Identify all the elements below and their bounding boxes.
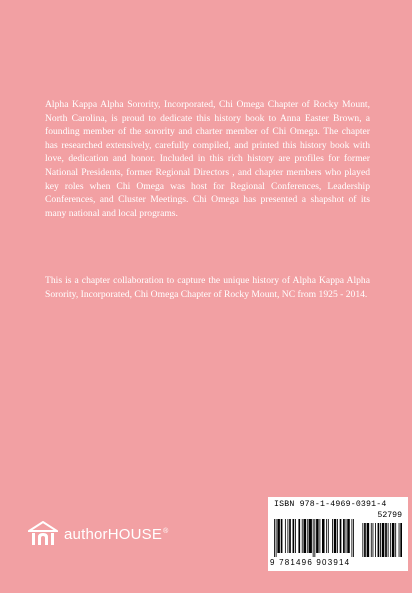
barcode-bar: [287, 519, 288, 553]
ean-digits: 9 781496 903914: [270, 558, 351, 567]
publisher-logo: [28, 521, 168, 547]
barcode-addon-bar: [392, 523, 395, 557]
barcode-bar: [346, 519, 347, 553]
cover-blurb-collaboration: This is a chapter collaboration to capture the unique history of Alpha Kappa Alpha Sorority, Incorporated, Chi Omega Chapter of Rocky Mount, NC from 1925 - 2014.: [45, 275, 370, 300]
barcode-addon-bar: [399, 523, 400, 557]
barcode-guard-bar: [276, 519, 277, 557]
publisher-name-prefix: author: [64, 525, 108, 543]
barcode-addon-bar: [400, 523, 402, 557]
barcode-bar: [328, 519, 329, 553]
isbn-barcode: [268, 497, 408, 571]
publisher-name-suffix: HOUSE: [107, 525, 163, 543]
barcode-guard-bar: [313, 519, 314, 557]
barcode-addon-bar: [390, 523, 391, 557]
barcode-addon-bar: [385, 523, 387, 557]
barcode-bar: [326, 519, 327, 553]
barcode-bar: [285, 519, 286, 553]
price-code: 52799: [377, 511, 402, 520]
barcode-bar: [309, 519, 312, 553]
barcode-bar: [289, 519, 291, 553]
barcode-bar: [298, 519, 300, 553]
publisher-name: [64, 526, 168, 543]
barcode-addon-bar: [371, 523, 372, 557]
barcode-bar: [332, 519, 333, 553]
barcode-bar: [340, 519, 342, 553]
barcode-addon-bar: [380, 523, 381, 557]
barcode-bar: [295, 519, 296, 553]
barcode-bar: [277, 519, 280, 553]
barcode-bars: [274, 519, 402, 557]
barcode-bar: [319, 519, 320, 553]
barcode-addon-bar: [362, 523, 363, 557]
barcode-bar: [347, 519, 350, 553]
barcode-bar: [316, 519, 319, 553]
house-logo-icon: [28, 521, 58, 547]
barcode-addon-bar: [378, 523, 380, 557]
isbn-label: ISBN 978-1-4969-0391-4: [274, 500, 387, 509]
barcode-addon-bar: [367, 523, 370, 557]
barcode-bar: [281, 519, 283, 553]
barcode-guard-bar: [314, 519, 315, 557]
barcode-guard-bar: [274, 519, 275, 557]
barcode-bar: [302, 519, 303, 553]
barcode-bar: [293, 519, 295, 553]
barcode-addon-bar: [395, 523, 396, 557]
barcode-bar: [337, 519, 338, 553]
barcode-bar: [343, 519, 345, 553]
barcode-addon-bar: [382, 523, 385, 557]
barcode-bar: [322, 519, 325, 553]
barcode-addon-bar: [388, 523, 389, 557]
barcode-guard-bar: [353, 519, 354, 557]
barcode-bar: [307, 519, 308, 553]
cover-blurb-dedication: Alpha Kappa Alpha Sorority, Incorporated, Chi Omega Chapter of Rocky Mount, North Carolina, is proud to dedicate this history book to Anna Easter Brown, a founding member of the sorority and charter member of Chi Omega. The chapter has researched extensively, carefully compiled, and printed this history book with love, dedication and honor. Included in this rich history are profiles for former National Presidents, former Regional Directors , and chapter members who played key roles when Chi Omega was host for Regional Conferences, Leadership Conferences, and Cluster Meetings. Chi Omega has presented a shapshot of its many national and local programs.: [45, 99, 370, 219]
barcode-addon-bar: [375, 523, 376, 557]
registered-mark: ®: [163, 527, 169, 535]
barcode-bar: [303, 519, 306, 553]
barcode-bar: [334, 519, 337, 553]
barcode-addon-bar: [373, 523, 374, 557]
barcode-addon-bar: [364, 523, 366, 557]
barcode-guard-bar: [351, 519, 352, 557]
